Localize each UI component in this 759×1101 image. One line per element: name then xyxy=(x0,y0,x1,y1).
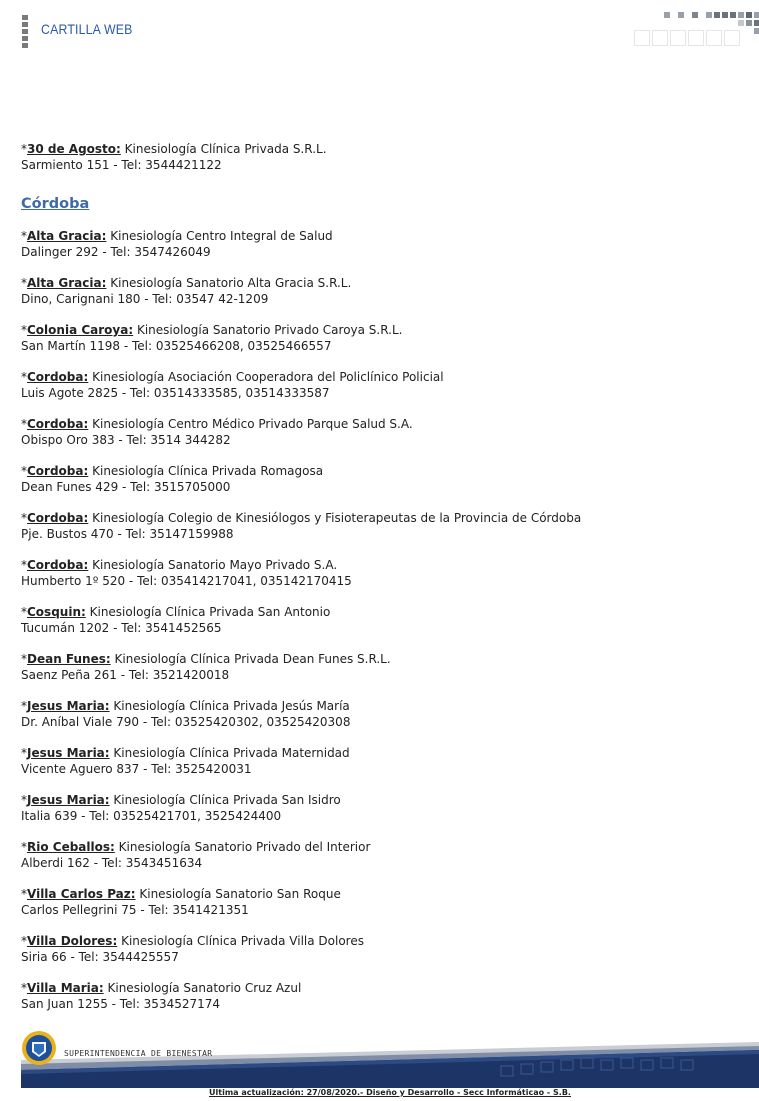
provider-address: Italia 639 - Tel: 03525421701, 3525424400 xyxy=(21,809,282,823)
provider-address: Tucumán 1202 - Tel: 3541452565 xyxy=(21,621,222,635)
provider-name: Kinesiología Sanatorio Mayo Privado S.A. xyxy=(92,558,338,572)
city-link[interactable]: Villa Maria: xyxy=(27,981,104,995)
city-link[interactable]: Villa Dolores: xyxy=(27,934,118,948)
city-link[interactable]: Jesus Maria: xyxy=(27,699,110,713)
provider-name: Kinesiología Asociación Cooperadora del Policlínico Policial xyxy=(92,370,444,384)
provider-name: Kinesiología Clínica Privada Dean Funes S.R.L. xyxy=(114,652,391,666)
provider-name: Kinesiología Colegio de Kinesiólogos y Fisioterapeutas de la Provincia de Córdoba xyxy=(92,511,582,525)
provider-address: Obispo Oro 383 - Tel: 3514 344282 xyxy=(21,433,231,447)
provider-address: San Juan 1255 - Tel: 3534527174 xyxy=(21,997,221,1011)
provider-name: Kinesiología Clínica Privada San Antonio xyxy=(89,605,331,619)
provider-name: Kinesiología Clínica Privada S.R.L. xyxy=(124,142,327,156)
provider-name: Kinesiología Clínica Privada Jesús María xyxy=(113,699,350,713)
list-item: *Cordoba: Kinesiología Clínica Privada Romagosa Dean Funes 429 - Tel: 3515705000 xyxy=(21,464,324,494)
provider-name: Kinesiología Sanatorio Cruz Azul xyxy=(107,981,302,995)
city-link[interactable]: Jesus Maria: xyxy=(27,746,110,760)
city-link[interactable]: Cordoba: xyxy=(27,417,89,431)
list-item: *Cordoba: Kinesiología Centro Médico Privado Parque Salud S.A. Obispo Oro 383 - Tel: 3514 344282 xyxy=(21,417,413,447)
page-footer xyxy=(21,1030,759,1088)
city-link[interactable]: Cosquin: xyxy=(27,605,86,619)
list-item: *Jesus Maria: Kinesiología Clínica Privada Jesús María Dr. Aníbal Viale 790 - Tel: 03525420302, 03525420308 xyxy=(21,699,351,729)
city-link[interactable]: Alta Gracia: xyxy=(27,229,107,243)
provider-address: San Martín 1198 - Tel: 03525466208, 03525466557 xyxy=(21,339,332,353)
provider-address: Dalinger 292 - Tel: 3547426049 xyxy=(21,245,211,259)
provider-address: Humberto 1º 520 - Tel: 035414217041, 035142170415 xyxy=(21,574,352,588)
list-item: *Cordoba: Kinesiología Colegio de Kinesiólogos y Fisioterapeutas de la Provincia de Córdoba Pje. Bustos 470 - Tel: 35147159988 xyxy=(21,511,582,541)
header-decoration-icon xyxy=(634,12,759,48)
city-link[interactable]: Colonia Caroya: xyxy=(27,323,134,337)
list-item: *Villa Dolores: Kinesiología Clínica Privada Villa Dolores Siria 66 - Tel: 3544425557 xyxy=(21,934,364,964)
city-link[interactable]: 30 de Agosto: xyxy=(27,142,121,156)
provider-name: Kinesiología Sanatorio Privado Caroya S.R.L. xyxy=(136,323,403,337)
brand-bar-icon xyxy=(22,15,28,47)
page-header xyxy=(0,0,759,60)
city-link[interactable]: Rio Ceballos: xyxy=(27,840,115,854)
provider-address: Saenz Peña 261 - Tel: 3521420018 xyxy=(21,668,230,682)
provider-name: Kinesiología Clínica Privada Romagosa xyxy=(92,464,324,478)
provider-address: Carlos Pellegrini 75 - Tel: 3541421351 xyxy=(21,903,249,917)
footer-band-icon xyxy=(21,1030,759,1088)
list-item: *Alta Gracia: Kinesiología Centro Integral de Salud Dalinger 292 - Tel: 3547426049 xyxy=(21,229,333,259)
list-item: *Villa Maria: Kinesiología Sanatorio Cruz Azul San Juan 1255 - Tel: 3534527174 xyxy=(21,981,302,1011)
city-link[interactable]: Villa Carlos Paz: xyxy=(27,887,136,901)
list-item: *Dean Funes: Kinesiología Clínica Privada Dean Funes S.R.L. Saenz Peña 261 - Tel: 3521420018 xyxy=(21,652,391,682)
provider-address: Siria 66 - Tel: 3544425557 xyxy=(21,950,179,964)
city-link[interactable]: Cordoba: xyxy=(27,558,89,572)
agency-name: SUPERINTENDENCIA DE BIENESTAR xyxy=(64,1049,213,1058)
agency-seal-icon xyxy=(21,1030,57,1066)
provider-name: Kinesiología Clínica Privada Maternidad xyxy=(113,746,350,760)
list-item: *Jesus Maria: Kinesiología Clínica Privada Maternidad Vicente Aguero 837 - Tel: 3525420031 xyxy=(21,746,350,776)
list-item: *Jesus Maria: Kinesiología Clínica Privada San Isidro Italia 639 - Tel: 03525421701, 3525424400 xyxy=(21,793,341,823)
list-item: *Cordoba: Kinesiología Asociación Cooperadora del Policlínico Policial Luis Agote 2825 - Tel: 03514333585, 03514333587 xyxy=(21,370,444,400)
provider-name: Kinesiología Sanatorio San Roque xyxy=(139,887,341,901)
listing-content xyxy=(21,141,741,1027)
city-link[interactable]: Dean Funes: xyxy=(27,652,111,666)
province-heading[interactable]: Córdoba xyxy=(21,196,90,212)
city-link[interactable]: Cordoba: xyxy=(27,464,89,478)
provider-address: Sarmiento 151 - Tel: 3544421122 xyxy=(21,158,222,172)
provider-name: Kinesiología Clínica Privada San Isidro xyxy=(113,793,341,807)
provider-address: Dino, Carignani 180 - Tel: 03547 42-1209 xyxy=(21,292,269,306)
provider-address: Vicente Aguero 837 - Tel: 3525420031 xyxy=(21,762,252,776)
provider-list xyxy=(21,228,741,1012)
city-link[interactable]: Cordoba: xyxy=(27,511,89,525)
provider-address: Dr. Aníbal Viale 790 - Tel: 03525420302, 03525420308 xyxy=(21,715,351,729)
provider-name: Kinesiología Clínica Privada Villa Dolores xyxy=(121,934,364,948)
city-link[interactable]: Cordoba: xyxy=(27,370,89,384)
list-item: *Villa Carlos Paz: Kinesiología Sanatorio San Roque Carlos Pellegrini 75 - Tel: 3541421351 xyxy=(21,887,341,917)
provider-address: Pje. Bustos 470 - Tel: 35147159988 xyxy=(21,527,234,541)
page-title: CARTILLA WEB xyxy=(41,21,133,37)
provider-address: Dean Funes 429 - Tel: 3515705000 xyxy=(21,480,231,494)
last-update-note: Ultima actualización: 27/08/2020.- Diseño y Desarrollo - Secc Informáticao - S.B. xyxy=(209,1088,571,1097)
city-link[interactable]: Alta Gracia: xyxy=(27,276,107,290)
provider-name: Kinesiología Centro Integral de Salud xyxy=(110,229,333,243)
provider-name: Kinesiología Sanatorio Privado del Interior xyxy=(118,840,371,854)
list-item: *Cosquin: Kinesiología Clínica Privada San Antonio Tucumán 1202 - Tel: 3541452565 xyxy=(21,605,331,635)
list-item: *Cordoba: Kinesiología Sanatorio Mayo Privado S.A. Humberto 1º 520 - Tel: 035414217041, 035142170415 xyxy=(21,558,352,588)
list-item: *30 de Agosto: Kinesiología Clínica Privada S.R.L. Sarmiento 151 - Tel: 3544421122 xyxy=(21,142,327,172)
provider-address: Luis Agote 2825 - Tel: 03514333585, 03514333587 xyxy=(21,386,330,400)
provider-address: Alberdi 162 - Tel: 3543451634 xyxy=(21,856,203,870)
provider-name: Kinesiología Sanatorio Alta Gracia S.R.L. xyxy=(110,276,352,290)
provider-name: Kinesiología Centro Médico Privado Parque Salud S.A. xyxy=(92,417,413,431)
list-item: *Colonia Caroya: Kinesiología Sanatorio Privado Caroya S.R.L. San Martín 1198 - Tel: 03525466208, 03525466557 xyxy=(21,323,403,353)
city-link[interactable]: Jesus Maria: xyxy=(27,793,110,807)
list-item: *Alta Gracia: Kinesiología Sanatorio Alta Gracia S.R.L. Dino, Carignani 180 - Tel: 03547 42-1209 xyxy=(21,276,352,306)
list-item: *Rio Ceballos: Kinesiología Sanatorio Privado del Interior Alberdi 162 - Tel: 3543451634 xyxy=(21,840,371,870)
